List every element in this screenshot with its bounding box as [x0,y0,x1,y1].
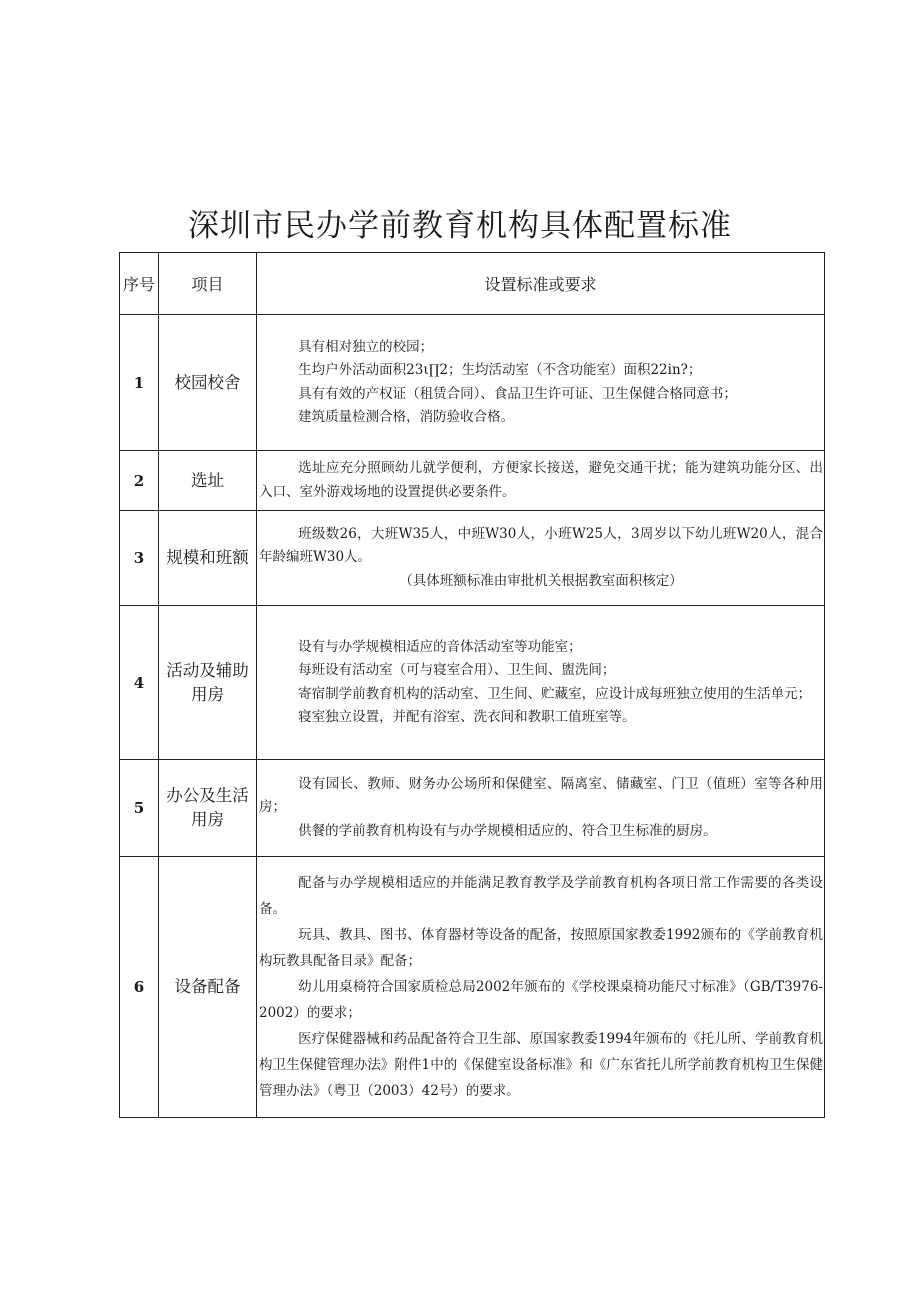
row-requirement [257,451,825,511]
row-seq: 6 [120,857,159,1118]
row-seq: 2 [120,451,159,511]
row-item: 选址 [159,451,257,511]
requirement-paragraph: 医疗保健器械和药品配备符合卫生部、原国家教委1994年颁布的《托儿所、学前教育机构卫生保健管理办法》附件1中的《保健室设备标准》和《广东省托儿所学前教育机构卫生保健管理办法》（粤卫（2003）42号）的要求。 [259,1031,823,1099]
row-seq: 1 [120,315,159,451]
row-item: 规模和班额 [159,511,257,606]
requirement-paragraph: 具有相对独立的校园； [298,338,434,355]
table-row [120,451,825,511]
requirement-paragraph: 寝室独立设置，并配有浴室、洗衣间和教职工值班室等。 [298,709,636,725]
requirement-paragraph: 设有园长、教师、财务办公场所和保健室、隔离室、储藏室、门卫（值班）室等各种用房； [259,775,823,816]
row-item: 校园校舍 [159,315,257,451]
requirement-paragraph: 玩具、教具、图书、体育器材等设备的配备，按照原国家教委1992颁布的《学前教育机构玩教具配备目录》配备； [259,927,823,969]
requirement-paragraph: 寄宿制学前教育机构的活动室、卫生间、贮藏室，应设计成每班独立使用的生活单元； [298,685,812,702]
row-item: 活动及辅助用房 [159,606,257,760]
requirement-paragraph: （具体班额标准由审批机关根据教室面积核定） [399,572,683,589]
requirement-paragraph: 设有与办学规模相适应的音体活动室等功能室； [298,638,582,655]
row-requirement [257,511,825,606]
table-header-row [120,253,825,315]
header-seq: 序号 [120,253,159,315]
row-requirement [257,857,825,1118]
row-seq: 4 [120,606,159,760]
row-requirement [257,606,825,760]
row-seq: 5 [120,760,159,857]
table-row [120,857,825,1118]
document-title: 深圳市民办学前教育机构具体配置标准 [188,208,732,244]
requirement-paragraph: 幼儿用桌椅符合国家质检总局2002年颁布的《学校课桌椅功能尺寸标准》（GB/T3976-2002）的要求； [259,979,823,1021]
requirement-paragraph: 配备与办学规模相适应的并能满足教育教学及学前教育机构各项日常工作需要的各类设备。 [259,875,823,917]
row-item: 办公及生活用房 [159,760,257,857]
row-item: 设备配备 [159,857,257,1118]
requirement-paragraph: 供餐的学前教育机构设有与办学规模相适应的、符合卫生标准的厨房。 [298,822,717,839]
requirement-paragraph: 选址应充分照顾幼儿就学便利，方便家长接送，避免交通干扰；能为建筑功能分区、出入口、室外游戏场地的设置提供必要条件。 [259,460,823,500]
requirement-paragraph: 班级数26，大班W35人，中班W30人，小班W25人，3周岁以下幼儿班W20人，混合年龄编班W30人。 [259,525,823,566]
standards-table [119,252,825,1118]
requirement-paragraph: 生均户外活动面积23ι∏2；生均活动室（不含功能室）面积22in?； [298,362,702,378]
table-row [120,511,825,606]
header-requirement: 设置标准或要求 [257,253,825,315]
table-row [120,606,825,760]
table-row [120,760,825,857]
requirement-paragraph: 建筑质量检测合格，消防验收合格。 [298,409,515,425]
requirement-paragraph: 具有有效的产权证（租赁合同）、食品卫生许可证、卫生保健合格同意书； [298,385,737,402]
header-item: 项目 [159,253,257,315]
requirement-paragraph: 每班设有活动室（可与寝室合用）、卫生间、盥洗间； [298,662,616,678]
row-requirement [257,315,825,451]
row-seq: 3 [120,511,159,606]
table-row [120,315,825,451]
row-requirement [257,760,825,857]
